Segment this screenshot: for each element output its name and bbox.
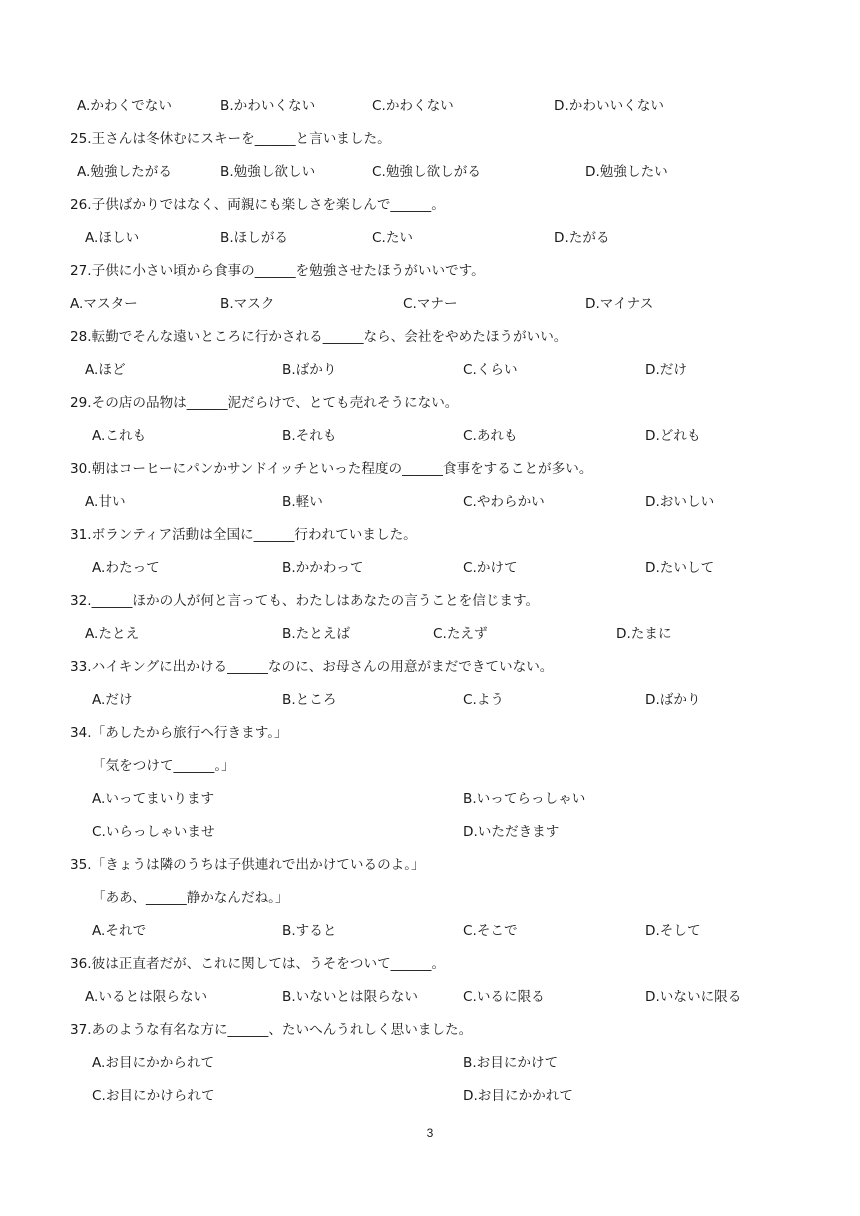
answer-option: C.そこで bbox=[463, 923, 518, 939]
answer-option: C.かわくない bbox=[372, 98, 454, 114]
answer-options bbox=[0, 226, 860, 250]
answer-option: D.そして bbox=[645, 923, 701, 939]
answer-options bbox=[0, 622, 860, 646]
answer-option: D.たいして bbox=[645, 560, 715, 576]
question-text: 35.「きょうは隣のうちは子供連れで出かけているのよ。」 bbox=[70, 857, 425, 873]
answer-options bbox=[0, 688, 860, 712]
question-text: 32.______ほかの人が何と言っても、わたしはあなたの言うことを信じます。 bbox=[70, 593, 540, 609]
answer-option: D.お目にかかれて bbox=[463, 1088, 573, 1104]
answer-option: D.マイナス bbox=[585, 296, 654, 312]
answer-option: C.かけて bbox=[463, 560, 518, 576]
answer-option: A.いってまいります bbox=[92, 791, 215, 807]
answer-option: D.ばかり bbox=[645, 692, 701, 708]
answer-option: B.ほしがる bbox=[220, 230, 289, 246]
question-line bbox=[0, 589, 860, 613]
answer-option: D.どれも bbox=[645, 428, 701, 444]
answer-option: B.たとえば bbox=[282, 626, 351, 642]
answer-option: C.マナー bbox=[403, 296, 458, 312]
question-text: 25.王さんは冬休むにスキーを______と言いました。 bbox=[70, 131, 391, 147]
answer-options bbox=[0, 820, 860, 844]
question-text: 36.彼は正直者だが、これに関しては、うそをついて______。 bbox=[70, 956, 446, 972]
answer-options bbox=[0, 94, 860, 118]
answer-option: A.これも bbox=[92, 428, 147, 444]
answer-option: B.勉強し欲しい bbox=[220, 164, 316, 180]
question-text: 30.朝はコーヒーにパンかサンドイッチといった程度の______食事をすることが多い。 bbox=[70, 461, 593, 477]
question-line bbox=[0, 391, 860, 415]
answer-option: D.だけ bbox=[645, 362, 687, 378]
question-text: 33.ハイキングに出かける______なのに、お母さんの用意がまだできていない。 bbox=[70, 659, 554, 675]
answer-option: A.勉強したがる bbox=[77, 164, 172, 180]
answer-option: B.かかわって bbox=[282, 560, 364, 576]
answer-option: D.たまに bbox=[616, 626, 672, 642]
answer-option: B.かわいくない bbox=[220, 98, 316, 114]
dialogue-line bbox=[0, 754, 860, 778]
answer-options bbox=[0, 556, 860, 580]
answer-options bbox=[0, 985, 860, 1009]
question-line bbox=[0, 127, 860, 151]
answer-option: D.たがる bbox=[554, 230, 610, 246]
answer-option: A.いるとは限らない bbox=[85, 989, 208, 1005]
answer-option: C.お目にかけられて bbox=[92, 1088, 215, 1104]
answer-options bbox=[0, 919, 860, 943]
question-line bbox=[0, 523, 860, 547]
question-line bbox=[0, 1018, 860, 1042]
question-line bbox=[0, 193, 860, 217]
answer-option: C.いらっしゃいませ bbox=[92, 824, 215, 840]
question-text: 26.子供ばかりではなく、両親にも楽しさを楽しんで______。 bbox=[70, 197, 445, 213]
answer-options bbox=[0, 1084, 860, 1108]
answer-option: B.お目にかけて bbox=[463, 1055, 559, 1071]
question-text: 31.ボランティア活動は全国に______行われていました。 bbox=[70, 527, 417, 543]
answer-option: D.おいしい bbox=[645, 494, 715, 510]
answer-option: A.わたって bbox=[92, 560, 160, 576]
answer-option: B.ところ bbox=[282, 692, 337, 708]
question-line bbox=[0, 259, 860, 283]
answer-option: B.いないとは限らない bbox=[282, 989, 418, 1005]
answer-option: A.だけ bbox=[92, 692, 133, 708]
dialogue-text: 「ああ、______静かなんだね。」 bbox=[92, 890, 289, 906]
answer-option: A.ほど bbox=[85, 362, 126, 378]
answer-options bbox=[0, 358, 860, 382]
answer-option: C.やわらかい bbox=[463, 494, 545, 510]
answer-options bbox=[0, 490, 860, 514]
question-line bbox=[0, 721, 860, 745]
question-line bbox=[0, 325, 860, 349]
page-number: 3 bbox=[426, 1126, 434, 1140]
question-text: 27.子供に小さい頃から食事の______を勉強させたほうがいいです。 bbox=[70, 263, 485, 279]
answer-option: B.ばかり bbox=[282, 362, 337, 378]
answer-option: B.マスク bbox=[220, 296, 275, 312]
answer-options bbox=[0, 787, 860, 811]
question-line bbox=[0, 457, 860, 481]
question-line bbox=[0, 655, 860, 679]
answer-option: A.かわくでない bbox=[77, 98, 172, 114]
answer-options bbox=[0, 160, 860, 184]
answer-option: A.それで bbox=[92, 923, 147, 939]
answer-option: C.たい bbox=[372, 230, 414, 246]
answer-option: A.マスター bbox=[70, 296, 138, 312]
answer-option: C.あれも bbox=[463, 428, 518, 444]
question-text: 37.あのような有名な方に______、たいへんうれしく思いました。 bbox=[70, 1022, 473, 1038]
answer-option: B.それも bbox=[282, 428, 337, 444]
answer-option: A.お目にかかられて bbox=[92, 1055, 215, 1071]
dialogue-text: 「気をつけて______。」 bbox=[92, 758, 235, 774]
answer-option: C.たえず bbox=[433, 626, 488, 642]
answer-options bbox=[0, 292, 860, 316]
answer-options bbox=[0, 1051, 860, 1075]
answer-option: C.いるに限る bbox=[463, 989, 545, 1005]
answer-option: D.かわいいくない bbox=[554, 98, 664, 114]
answer-option: C.くらい bbox=[463, 362, 518, 378]
answer-option: B.いってらっしゃい bbox=[463, 791, 586, 807]
answer-option: C.勉強し欲しがる bbox=[372, 164, 481, 180]
answer-option: B.軽い bbox=[282, 494, 323, 510]
answer-option: C.よう bbox=[463, 692, 505, 708]
answer-option: A.たとえ bbox=[85, 626, 140, 642]
answer-options bbox=[0, 424, 860, 448]
answer-option: B.すると bbox=[282, 923, 337, 939]
question-text: 28.転勤でそんな遠いところに行かされる______なら、会社をやめたほうがいい。 bbox=[70, 329, 568, 345]
answer-option: A.ほしい bbox=[85, 230, 140, 246]
question-text: 34.「あしたから旅行へ行きます。」 bbox=[70, 725, 288, 741]
answer-option: D.いないに限る bbox=[645, 989, 742, 1005]
question-line bbox=[0, 952, 860, 976]
answer-option: D.いただきます bbox=[463, 824, 560, 840]
answer-option: A.甘い bbox=[85, 494, 126, 510]
question-text: 29.その店の品物は______泥だらけで、とても売れそうにない。 bbox=[70, 395, 459, 411]
question-line bbox=[0, 853, 860, 877]
answer-option: D.勉強したい bbox=[585, 164, 668, 180]
dialogue-line bbox=[0, 886, 860, 910]
